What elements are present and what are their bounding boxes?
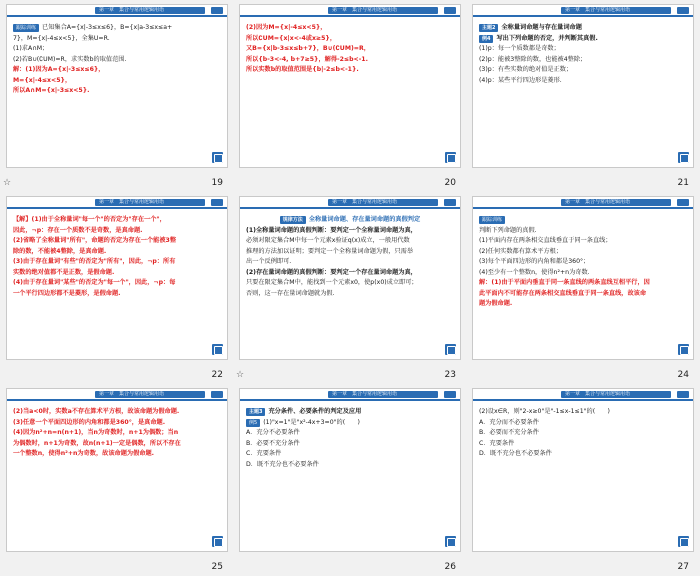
line-text: 一个整数n，使得n²+n为奇数，故该命题为假命题.	[13, 450, 155, 457]
slide-canvas	[6, 4, 228, 168]
section-tag: 主题2	[479, 24, 498, 32]
slide-header	[240, 5, 460, 17]
line-text: 【解】(1)由于全称量词"每一个"的否定为"存在一个"，	[13, 216, 166, 223]
slide-text-line	[246, 34, 454, 45]
slide-thumbnail[interactable]	[233, 0, 466, 192]
header-title: 第一章 集合与常用逻辑用语	[99, 391, 165, 397]
slide-body	[246, 23, 454, 76]
line-text: A．充分而不必要条件	[479, 418, 539, 426]
return-button-icon[interactable]	[678, 344, 689, 355]
slide-text-line	[479, 449, 687, 460]
slide-canvas	[472, 388, 694, 552]
return-button-icon[interactable]	[212, 536, 223, 547]
line-text: 除的数，不能被4整除，是真命题.	[13, 247, 107, 255]
line-text: (1)全称量词命题的真假判断：要判定一个全称量词命题为真，	[246, 226, 417, 234]
line-text: 解：(1)因为A={x|-3≤x≤6}，	[13, 66, 105, 73]
line-text: 因此，¬p：存在一个质数不是奇数，是真命题.	[13, 226, 143, 234]
slide-text-line	[13, 226, 221, 237]
slide-canvas	[472, 196, 694, 360]
slide-text-line	[246, 289, 454, 300]
header-title: 第一章 集合与常用逻辑用语	[565, 199, 631, 205]
line-text: (2)任何实数都有算术平方根；	[479, 247, 563, 255]
slide-text-line	[246, 44, 454, 55]
slide-text-line	[13, 23, 221, 34]
line-text: C．充要条件	[479, 439, 515, 447]
slide-text-line	[13, 247, 221, 258]
slide-text-line	[479, 418, 687, 429]
line-text: 解：(1)由于平面内垂直于同一条直线的两条直线互相平行，因	[479, 279, 650, 286]
line-text: (2)设x∈R，则"2-x≥0"是"-1≤x-1≤1"的( )	[479, 408, 610, 415]
header-logo-icon	[677, 199, 689, 206]
line-text: 已知集合A={x|-3≤x≤6}，B={x|a-3≤x≤a+	[42, 24, 173, 31]
header-logo-icon	[677, 391, 689, 398]
header-logo-icon	[211, 7, 223, 14]
slide-body	[479, 23, 687, 86]
slide-thumbnail[interactable]	[233, 384, 466, 576]
line-text: 只要在限定集合M中，能找到一个元素x0，使p(x0)成立即可；	[246, 279, 418, 286]
return-button-icon[interactable]	[678, 536, 689, 547]
slide-number: 19	[211, 178, 223, 188]
slide-text-line	[13, 257, 221, 268]
line-text: (4)p：某些平行四边形是菱形.	[479, 76, 562, 84]
section-tag: 例4	[479, 35, 493, 43]
slide-text-line	[13, 289, 221, 300]
slide-text-line	[13, 86, 221, 97]
slide-text-line	[246, 268, 454, 279]
line-text: (2)当a<0时，实数a不存在算术平方根，故该命题为假命题.	[13, 408, 180, 415]
slide-canvas	[239, 4, 461, 168]
header-title: 第一章 集合与常用逻辑用语	[99, 199, 165, 205]
slide-text-line	[13, 65, 221, 76]
line-text: 必须对限定集合M中每一个元素x验证q(x)成立，一般用代数	[246, 237, 410, 244]
line-text: (2)p：能被3整除的数，也能被4整除；	[479, 55, 587, 63]
slide-canvas	[239, 196, 461, 360]
line-text: 所以{b-3<-4, b+7≥5}，解得-2≤b<-1.	[246, 55, 368, 63]
line-text: 全称量词命题、存在量词命题的真假判定	[308, 216, 421, 223]
slide-thumbnail[interactable]	[0, 0, 233, 192]
slide-text-line	[479, 236, 687, 247]
line-text: 为偶数时，n+1为奇数，故n(n+1)一定是偶数，所以不存在	[13, 439, 181, 447]
slide-text-line	[479, 278, 687, 289]
slide-text-line	[246, 215, 454, 226]
slide-text-line	[13, 268, 221, 279]
line-text: 写出下列命题的否定，并判断其真假.	[496, 34, 598, 42]
slide-text-line	[479, 76, 687, 87]
slide-header	[7, 389, 227, 401]
slide-text-line	[479, 247, 687, 258]
slide-text-line	[246, 23, 454, 34]
slide-text-line	[479, 257, 687, 268]
slide-body	[13, 215, 221, 299]
slide-thumbnail[interactable]	[0, 192, 233, 384]
line-text: 否则，这一存在量词命题就为假.	[246, 289, 335, 297]
slide-text-line	[13, 428, 221, 439]
slide-text-line	[479, 428, 687, 439]
line-text: (3)p：有些实数的绝对值是正数；	[479, 66, 573, 73]
slide-text-line	[479, 215, 687, 226]
slide-number: 24	[677, 370, 689, 380]
slide-text-line	[479, 299, 687, 310]
line-text: (4)由于存在量词"某些"的否定为"每一个"，因此，¬p：每	[13, 279, 176, 286]
header-title: 第一章 集合与常用逻辑用语	[565, 7, 631, 13]
slide-text-line	[479, 23, 687, 34]
slide-text-line	[13, 44, 221, 55]
header-title: 第一章 集合与常用逻辑用语	[332, 7, 398, 13]
slide-text-line	[13, 215, 221, 226]
line-text: (1)求A∩M；	[13, 45, 49, 52]
line-text: (2)存在量词命题的真假判断：要判定一个存在量词命题为真，	[246, 268, 417, 276]
star-icon: ☆	[3, 178, 12, 188]
slide-header	[240, 389, 460, 401]
line-text: 一个平行四边形都不是菱形，是假命题.	[13, 289, 121, 297]
slide-thumbnail[interactable]	[466, 0, 699, 192]
line-text: 全称量词命题与存在量词命题	[501, 24, 582, 31]
slide-body	[246, 215, 454, 299]
line-text: 出一个反例即可.	[246, 258, 292, 265]
line-text: (3)每个平面四边形的内角和都是360°；	[479, 258, 590, 265]
slide-text-line	[479, 439, 687, 450]
line-text: B．必要而不充分条件	[479, 429, 539, 436]
slide-text-line	[246, 55, 454, 66]
line-text: (1)p：每一个质数都是奇数；	[479, 45, 560, 52]
slide-number: 21	[677, 178, 689, 188]
slide-text-line	[13, 236, 221, 247]
line-text: A．充分不必要条件	[246, 429, 300, 436]
header-title: 第一章 集合与常用逻辑用语	[332, 391, 398, 397]
line-text: 所以∁UM={x|x<-4或x≥5}，	[246, 34, 337, 42]
slide-text-line	[13, 407, 221, 418]
slide-text-line	[246, 226, 454, 237]
section-tag: 例5	[246, 419, 260, 427]
header-logo-icon	[211, 391, 223, 398]
star-icon: ☆	[236, 370, 245, 380]
slide-body	[479, 407, 687, 460]
slide-text-line	[13, 449, 221, 460]
slide-header	[473, 197, 693, 209]
slide-text-line	[13, 76, 221, 87]
section-tag: 跟踪训练	[13, 24, 39, 32]
slide-text-line	[246, 428, 454, 439]
slide-text-line	[479, 44, 687, 55]
section-tag: 主题3	[246, 408, 265, 416]
slide-text-line	[246, 407, 454, 418]
line-text: (1)"x=1"是"x²-4x+3=0"的( )	[263, 418, 360, 426]
line-text: 所以实数b的取值范围是{b|-2≤b<-1}.	[246, 66, 359, 73]
slide-text-line	[246, 460, 454, 471]
line-text: 又B={x|b-3≤x≤b+7}，B∪(∁UM)=R，	[246, 45, 370, 52]
slide-canvas	[6, 388, 228, 552]
line-text: 判断下列命题的真假.	[479, 226, 537, 234]
header-logo-icon	[677, 7, 689, 14]
line-text: B．必要不充分条件	[246, 439, 300, 447]
slide-text-line	[246, 65, 454, 76]
slide-number: 22	[211, 370, 223, 380]
line-text: (1)平面内存在两条相交直线垂直于同一条直线；	[479, 237, 612, 244]
slide-text-line	[13, 418, 221, 429]
slide-text-line	[479, 55, 687, 66]
line-text: 实数的绝对值都不是正数，是假命题.	[13, 268, 115, 276]
slide-header	[7, 5, 227, 17]
slide-text-line	[479, 34, 687, 45]
header-logo-icon	[444, 391, 456, 398]
return-button-icon[interactable]	[445, 536, 456, 547]
slide-text-line	[479, 289, 687, 300]
line-text: 充分条件、必要条件的判定及应用	[268, 408, 362, 415]
return-button-icon[interactable]	[445, 344, 456, 355]
slide-text-line	[13, 278, 221, 289]
slide-text-line	[479, 65, 687, 76]
return-button-icon[interactable]	[212, 152, 223, 163]
header-title: 第一章 集合与常用逻辑用语	[565, 391, 631, 397]
slide-thumbnail[interactable]	[466, 192, 699, 384]
slide-body	[246, 407, 454, 470]
slide-number: 26	[444, 562, 456, 572]
slide-text-line	[13, 55, 221, 66]
slide-number: 27	[677, 562, 689, 572]
line-text: (4)因为n²+n=n(n+1)，当n为奇数时，n+1为偶数；当n	[13, 429, 179, 436]
line-text: 推理的方法加以证明；要判定一个全称量词命题为假，只需举	[246, 247, 414, 255]
line-text: 所以A∩M={x|-3≤x<5}.	[13, 87, 90, 94]
slide-text-line	[246, 247, 454, 258]
slide-text-line	[246, 418, 454, 429]
slide-number: 20	[444, 178, 456, 188]
slide-thumbnail[interactable]	[466, 384, 699, 576]
slide-text-line	[479, 268, 687, 279]
slide-canvas	[239, 388, 461, 552]
line-text: (3)任意一个平面四边形的内角和都是360°，是真命题.	[13, 418, 166, 426]
line-text: M={x|-4≤x<5}，	[13, 76, 72, 84]
line-text: 7}，M={x|-4≤x<5}，全集U=R.	[13, 34, 110, 42]
section-tag: 规律方法	[280, 216, 306, 224]
return-button-icon[interactable]	[678, 152, 689, 163]
line-text: D．既不充分也不必要条件	[479, 450, 552, 457]
slide-text-line	[246, 278, 454, 289]
slide-text-line	[479, 226, 687, 237]
slide-header	[473, 389, 693, 401]
line-text: (2)若B∪(∁UM)=R，求实数b的取值范围.	[13, 55, 127, 63]
line-text: 题为假命题.	[479, 300, 513, 307]
line-text: D．既不充分也不必要条件	[246, 460, 319, 468]
slide-header	[7, 197, 227, 209]
header-logo-icon	[211, 199, 223, 206]
slide-canvas	[6, 196, 228, 360]
line-text: (4)至少有一个整数n，使得n²+n为奇数.	[479, 268, 590, 276]
slide-body	[479, 215, 687, 310]
return-button-icon[interactable]	[212, 344, 223, 355]
slide-text-line	[246, 257, 454, 268]
slide-canvas	[472, 4, 694, 168]
slide-body	[13, 23, 221, 97]
slide-thumbnail[interactable]	[0, 384, 233, 576]
line-text: (2)因为M={x|-4≤x<5}，	[246, 24, 327, 31]
slide-text-line	[13, 439, 221, 450]
slide-thumbnail[interactable]	[233, 192, 466, 384]
header-title: 第一章 集合与常用逻辑用语	[99, 7, 165, 13]
slide-text-line	[479, 407, 687, 418]
line-text: (3)由于存在量词"有些"的否定为"所有"，因此，¬p：所有	[13, 258, 176, 265]
slide-header	[473, 5, 693, 17]
slide-text-line	[13, 34, 221, 45]
header-logo-icon	[444, 199, 456, 206]
header-title: 第一章 集合与常用逻辑用语	[332, 199, 398, 205]
slide-text-line	[246, 449, 454, 460]
slide-text-line	[246, 236, 454, 247]
slide-header	[240, 197, 460, 209]
line-text: 此平面内不可能存在两条相交直线垂直于同一条直线，故该命	[479, 289, 647, 297]
return-button-icon[interactable]	[445, 152, 456, 163]
slide-number: 25	[211, 562, 223, 572]
slide-text-line	[246, 439, 454, 450]
slide-body	[13, 407, 221, 460]
line-text: (2)省略了全称量词"所有"，命题的否定为存在一个能被3整	[13, 237, 177, 244]
header-logo-icon	[444, 7, 456, 14]
line-text: C．充要条件	[246, 450, 282, 457]
section-tag: 跟踪训练	[479, 216, 505, 224]
slide-number: 23	[444, 370, 456, 380]
